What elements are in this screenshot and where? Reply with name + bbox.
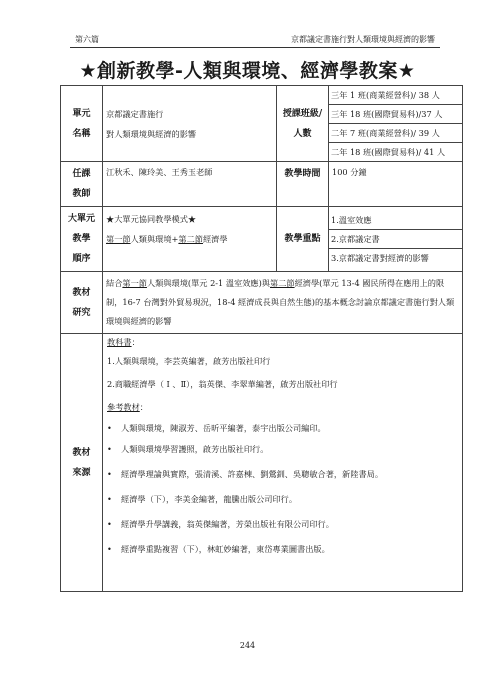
teaching-mode: ★大單元協同教學模式★ <box>106 214 197 224</box>
unit-name-cell <box>103 86 277 162</box>
reference-item: • 經濟學升學講義，翁英傑編著，芳榮出版社有限公司印行。 <box>107 518 458 531</box>
teacher-label-cell <box>61 162 103 207</box>
order-label-1: 大單元 <box>67 214 95 224</box>
reference-item: • 經濟學理論與實際，張清溪、許嘉棟、劉鶯釧、吳聰敏合著，新陸書局。 <box>107 468 458 481</box>
focus-item: 2.京都議定書 <box>329 230 462 249</box>
textbook-item: 1.人類與環境，李芸英編著，啟芳出版社印行 <box>107 356 271 366</box>
sources-label-2: 來源 <box>72 467 91 478</box>
row-sources <box>61 334 463 592</box>
order-label-3: 順序 <box>72 254 91 264</box>
focus-item: 1.溫室效應 <box>329 211 462 230</box>
sources-content <box>103 334 463 592</box>
reference-heading-line: 參考教材： <box>107 402 148 412</box>
textbook-heading: 教科書 <box>107 337 132 347</box>
lesson-plan-table <box>60 85 463 592</box>
analysis-label-2: 研究 <box>72 307 91 318</box>
running-header-chapter: 第六篇 <box>75 35 99 44</box>
reference-item: • 經濟學（下），李美金編著，龍騰出版公司印行。 <box>107 493 458 506</box>
reference-item: • 人類與環境學習護照，啟芳出版社印行。 <box>107 443 458 456</box>
sources-label-1: 教材 <box>72 447 91 458</box>
page-number: 244 <box>239 641 256 650</box>
focus-label: 教學重點 <box>277 207 329 272</box>
textbook-item: 2.商職經濟學（ Ⅰ 、Ⅱ），翁英傑、李翠華編著，啟芳出版社印行 <box>107 379 338 389</box>
order-label-cell <box>61 207 103 272</box>
unit-label-cell <box>61 86 103 162</box>
row-order <box>61 207 463 272</box>
row-unit <box>61 86 463 162</box>
running-header-title: 京都議定書施行對人類環境與經濟的影響 <box>291 35 435 44</box>
unit-name-1: 京都議定書施行 <box>106 108 164 119</box>
order-value-cell <box>103 207 277 272</box>
lesson-1-text: 人類與環境+ <box>130 234 179 244</box>
class-list-cell <box>329 86 463 162</box>
reference-item: • 人類與環境，陳淑芳、岳昕平編著，泰宇出版公司編印。 <box>107 422 458 435</box>
focus-list-cell <box>329 207 463 272</box>
analysis-label-1: 教材 <box>72 287 91 298</box>
time-label: 教學時間 <box>277 162 329 207</box>
unit-label-2: 名稱 <box>72 128 91 139</box>
class-item: 二年 18 班(國際貿易科)/ 41 人 <box>331 147 446 157</box>
time-value: 100 分鐘 <box>329 162 463 207</box>
unit-label-1: 單元 <box>72 108 91 119</box>
row-teacher <box>61 162 463 207</box>
teacher-label-2: 教師 <box>72 189 91 199</box>
class-label-cell <box>277 86 329 162</box>
lesson-1-tag: 第一節 <box>106 234 131 244</box>
order-label-2: 教學 <box>72 234 91 244</box>
class-item: 三年 18 班(國際貿易科)/37 人 <box>329 105 462 124</box>
class-item: 二年 7 班(商業經營科)/ 39 人 <box>329 124 462 143</box>
textbook-heading-line: 教科書： <box>107 337 140 347</box>
analysis-label-cell <box>61 272 103 334</box>
analysis-text: 結合第一節人類與環境(單元 2-1 溫室效應)與第二節經濟學(單元 13-4 國民所得在應用上的限制，16-7 台灣對外貿易現況，18-4 經濟成長與自然生態)的基本概念討論京都議定書施行對人類環境與經濟的影響 <box>103 272 463 334</box>
header-rule <box>70 47 440 48</box>
sources-label-cell <box>61 334 103 592</box>
page-title: ★創新教學-人類與環境、經濟學教案★ <box>79 60 416 82</box>
teacher-value: 江秋禾、陳玲美、王秀玉老師 <box>103 162 277 207</box>
lesson-2-tag: 第二節 <box>178 234 203 244</box>
class-label-1: 授課班級/ <box>282 108 323 119</box>
unit-name-2: 對人類環境與經濟的影響 <box>106 128 197 139</box>
class-label-2: 人數 <box>293 128 312 139</box>
reference-heading: 參考教材 <box>107 402 140 412</box>
lesson-2-text: 經濟學 <box>202 234 228 244</box>
class-item: 三年 1 班(商業經營科)/ 38 人 <box>329 86 462 105</box>
row-analysis <box>61 272 463 334</box>
lesson-sequence <box>106 229 273 249</box>
focus-item: 3.京都議定書對經濟的影響 <box>331 253 429 263</box>
teacher-label-1: 任課 <box>72 169 91 179</box>
reference-item: • 經濟學重點複習（下），林虹妙編著，東岱專業圖書出版。 <box>107 543 458 556</box>
